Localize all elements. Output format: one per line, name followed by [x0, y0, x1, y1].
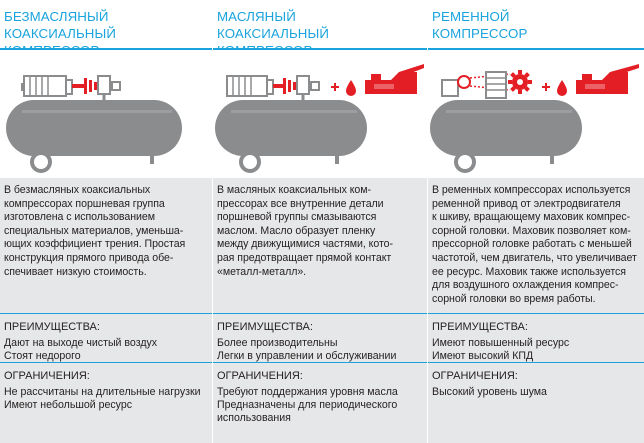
- advantages-section: [217, 314, 423, 362]
- limitations-section: [217, 363, 423, 425]
- limitations-section: [4, 363, 208, 412]
- limitation-item: Высокий уровень шума: [432, 386, 547, 398]
- column-header: [213, 0, 427, 50]
- oil-coaxial-compressor-icon: [213, 50, 427, 178]
- advantage-item: Более производительны: [217, 337, 338, 349]
- column-oil-coaxial: [212, 0, 427, 443]
- oil-free-coaxial-compressor-icon: [0, 50, 212, 178]
- column-body: [213, 178, 427, 443]
- column-title-line1: БЕЗМАСЛЯНЫЙ: [4, 9, 109, 24]
- column-title-line2: КОАКСИАЛЬНЫЙ: [4, 26, 117, 41]
- column-oil-free-coaxial: [0, 0, 212, 443]
- advantages-section: [432, 314, 640, 362]
- column-title-line2: КОАКСИАЛЬНЫЙ: [217, 26, 330, 41]
- advantages-label: ПРЕИМУЩЕСТВА:: [217, 321, 313, 333]
- advantages-section: [4, 314, 208, 362]
- column-title-line2: КОМПРЕССОР: [432, 26, 528, 41]
- column-title-line1: МАСЛЯНЫЙ: [217, 9, 296, 24]
- column-description: В безмасляных коаксиальных компрессорах поршневая группа изготовлена с использованием специальных материалов, уменьша- ющих коэффициент трения. Простая конструкция прямого привода обе- спечивает низкую стоимость.: [4, 184, 186, 278]
- limitation-item: Предназначены для периодического использования: [217, 399, 398, 424]
- column-belt: [427, 0, 644, 443]
- advantage-item: Стоят недорого: [4, 350, 81, 362]
- advantage-item: Имеют повышенный ресурс: [432, 337, 570, 349]
- column-header: [428, 0, 644, 50]
- advantages-label: ПРЕИМУЩЕСТВА:: [4, 321, 100, 333]
- limitations-label: ОГРАНИЧЕНИЯ:: [4, 370, 90, 382]
- advantage-item: Легки в управлении и обслуживании: [217, 350, 397, 362]
- column-body: [0, 178, 212, 443]
- column-body: [428, 178, 644, 443]
- limitation-item: Не рассчитаны на длительные нагрузки: [4, 386, 201, 398]
- column-title-line1: РЕМЕННОЙ: [432, 9, 510, 24]
- column-header: [0, 0, 212, 50]
- column-description: В масляных коаксиальных ком- прессорах все внутренние детали поршневой группы смазываются маслом. Масло образует пленку между движущимися частями, кото- рая предотвращает прямой контакт «металл-металл».: [217, 184, 393, 278]
- advantage-item: Дают на выходе чистый воздух: [4, 337, 158, 349]
- limitations-label: ОГРАНИЧЕНИЯ:: [217, 370, 303, 382]
- limitations-section: [432, 363, 640, 399]
- limitation-item: Имеют небольшой ресурс: [4, 399, 133, 411]
- belt-compressor-icon: [428, 50, 644, 178]
- limitations-label: ОГРАНИЧЕНИЯ:: [432, 370, 518, 382]
- advantage-item: Имеют высокий КПД: [432, 350, 534, 362]
- advantages-label: ПРЕИМУЩЕСТВА:: [432, 321, 528, 333]
- column-description: В ременных компрессорах используется ременной привод от электродвигателя к шкиву, вращающему маховик компрес- сорной головки. Маховик позволяет ком- прессорной головке работать с меньшей частотой, чем двигатель, что увеличивает ее ресурс. Маховик также используется для воздушного охлаждения компрес- сорной головки во время работы.: [432, 184, 637, 305]
- limitation-item: Требуют поддержания уровня масла: [217, 386, 398, 398]
